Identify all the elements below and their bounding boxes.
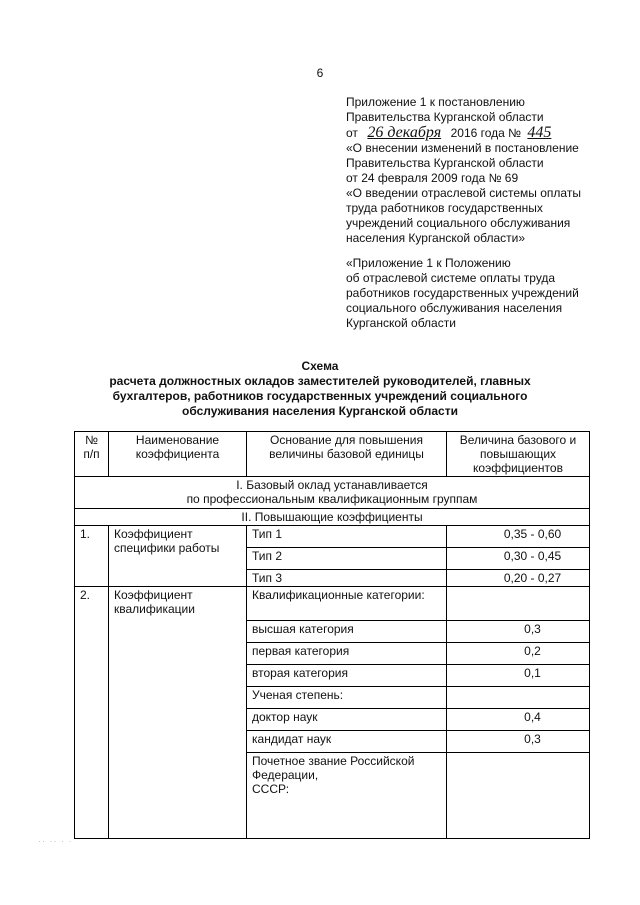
- value-cell: [447, 753, 590, 839]
- title-line: расчета должностных окладов заместителей руководителей, главных: [109, 374, 531, 388]
- appendix-from: от: [346, 126, 358, 140]
- regulation-line: об отраслевой системе оплаты труда: [346, 271, 556, 285]
- appendix-line: от 24 февраля 2009 года № 69: [346, 171, 519, 185]
- appendix-line: Правительства Курганской области: [346, 156, 544, 170]
- header-num: № п/п: [75, 432, 109, 477]
- regulation-line: «Приложение 1 к Положению: [346, 256, 511, 270]
- section-coefficients: II. Повышающие коэффициенты: [75, 509, 590, 526]
- appendix-line: Приложение 1 к постановлению: [346, 95, 525, 109]
- appendix-year: 2016 года №: [450, 126, 522, 140]
- value-cell: 0,35 - 0,60: [447, 526, 590, 548]
- row-number: 2.: [75, 587, 109, 839]
- basis-cell: Тип 2: [247, 548, 447, 570]
- basis-header-cell: Ученая степень:: [247, 687, 447, 709]
- document-title: [90, 359, 550, 419]
- table-header-row: [75, 432, 590, 477]
- regulation-line: социального обслуживания населения: [346, 301, 563, 315]
- value-cell: 0,2: [447, 643, 590, 665]
- header-name: Наименование коэффициента: [109, 432, 247, 477]
- value-cell: [447, 587, 590, 621]
- page-number: 6: [316, 66, 324, 80]
- table-row: [75, 526, 590, 548]
- coefficient-name: Коэффициент специфики работы: [109, 526, 247, 587]
- coefficient-name: Коэффициент квалификации: [109, 587, 247, 839]
- basis-cell: кандидат наук: [247, 731, 447, 753]
- value-cell: 0,20 - 0,27: [447, 570, 590, 587]
- regulation-line: работников государственных учреждений: [346, 286, 579, 300]
- coefficient-table: [74, 431, 590, 839]
- appendix-block: [346, 95, 581, 246]
- section-row: [75, 477, 590, 509]
- appendix-line: «О введении отраслевой системы оплаты: [346, 186, 581, 200]
- basis-cell: Тип 3: [247, 570, 447, 587]
- value-cell: 0,30 - 0,45: [447, 548, 590, 570]
- row-number: 1.: [75, 526, 109, 587]
- title-line: бухгалтеров, работников государственных учреждений социального: [112, 389, 528, 403]
- value-cell: 0,4: [447, 709, 590, 731]
- value-cell: 0,3: [447, 731, 590, 753]
- appendix-line: учреждений социального обслуживания: [346, 216, 571, 230]
- section-row: [75, 509, 590, 526]
- appendix-line: Правительства Курганской области: [346, 110, 544, 124]
- value-cell: 0,1: [447, 665, 590, 687]
- scan-artifact: ·· ·· · ·: [38, 836, 73, 846]
- title-line: обслуживания населения Курганской области: [182, 404, 458, 418]
- basis-header-cell: Почетное звание Российской Федерации, СССР:: [247, 753, 447, 839]
- basis-cell: доктор наук: [247, 709, 447, 731]
- title-line: Схема: [301, 359, 339, 373]
- appendix-line: труда работников государственных: [346, 201, 543, 215]
- regulation-line: Курганской области: [346, 316, 456, 330]
- header-value: Величина базового и повышающих коэффициентов: [447, 432, 590, 477]
- handwritten-date: 26 декабря: [367, 124, 442, 141]
- regulation-block: [346, 256, 579, 331]
- basis-cell: Тип 1: [247, 526, 447, 548]
- basis-cell: первая категория: [247, 643, 447, 665]
- table-row: [75, 587, 590, 621]
- basis-cell: вторая категория: [247, 665, 447, 687]
- value-cell: [447, 687, 590, 709]
- section-base-salary: I. Базовый оклад устанавливается по профессиональным квалификационным группам: [75, 477, 590, 509]
- header-basis: Основание для повышения величины базовой единицы: [247, 432, 447, 477]
- appendix-line: населения Курганской области»: [346, 231, 526, 245]
- appendix-line: «О внесении изменений в постановление: [346, 141, 579, 155]
- handwritten-number: 445: [527, 124, 552, 141]
- appendix-date-line: [346, 125, 581, 141]
- basis-cell: высшая категория: [247, 621, 447, 643]
- basis-header-cell: Квалификационные категории:: [247, 587, 447, 621]
- value-cell: 0,3: [447, 621, 590, 643]
